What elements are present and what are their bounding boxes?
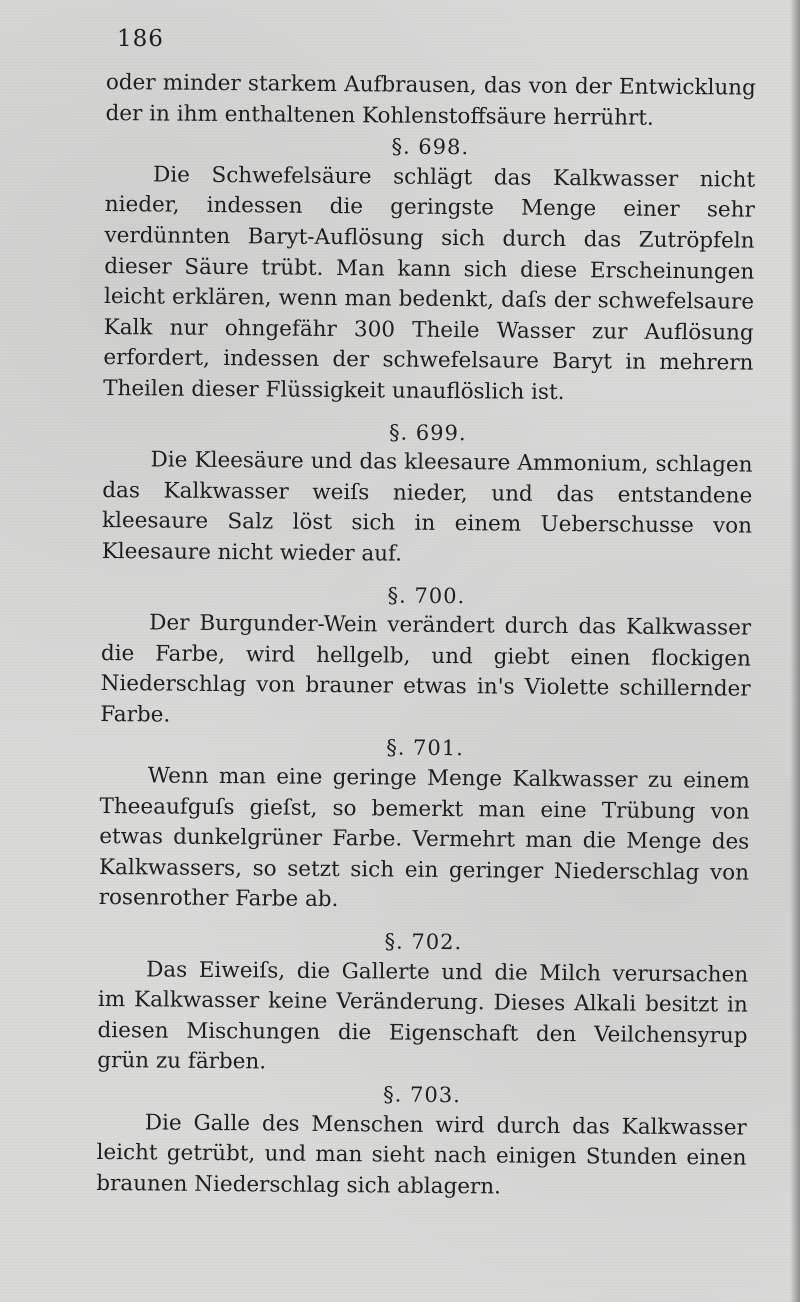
page-edge-shadow — [790, 0, 800, 1302]
section-paragraph-698: Die Schwefelsäure schlägt das Kalkwasser nicht nieder, indessen die geringste Menge einer sehr verdünnten Baryt-Auflösung sich durch das Zutröpfeln dieser Säure trübt. Man kann sich diese Erscheinungen leicht erklären, wenn man bedenkt, daſs der schwefelsaure Kalk nur ohngefähr 300 Theile Wasser zur Auflösung erfordert, indessen der schwefelsaure Baryt in mehrern Theilen dieser Flüssigkeit unauflöslich ist. — [103, 162, 756, 405]
section-heading-699: §. 699. — [388, 420, 467, 445]
section-paragraph-702: Das Eiweiſs, die Gallerte und die Milch verursachen im Kalkwasser keine Veränderung. Dieses Alkali besitzt in diesen Mischungen die Eigenschaft den Veilchensyrup grün zu färben. — [97, 957, 749, 1075]
text-body — [96, 68, 756, 1205]
section-heading-703: §. 703. — [383, 1082, 461, 1108]
section-heading-698: §. 698. — [391, 134, 470, 160]
intro-paragraph: oder minder starkem Aufbrausen, das von der Entwicklung der in ihm enthaltenen Kohlenstoffsäure herrührt. — [105, 69, 756, 131]
section-paragraph-701: Wenn man eine geringe Menge Kalkwasser zu einem Theeaufguſs gieſst, so bemerkt man eine Trübung von etwas dunkelgrüner Farbe. Vermehrt man die Menge des Kalkwassers, so setzt sich ein geringer Niederschlag von rosenrother Farbe ab. — [98, 763, 750, 913]
section-paragraph-703: Die Galle des Menschen wird durch das Kalkwasser leicht getrübt, und man sieht nach einigen Stunden einen braunen Niederschlag sich ablagern. — [96, 1109, 747, 1200]
section-paragraph-700: Der Burgunder-Wein verändert durch das Kalkwasser die Farbe, wird hellgelb, und giebt einen flockigen Niederschlag von brauner etwas in's Violette schillernder Farbe. — [100, 610, 752, 728]
section-paragraph-699: Die Kleesäure und das kleesaure Ammonium, schlagen das Kalkwasser weiſs nieder, und das entstandene kleesaure Salz löst sich in einem Ueberschusse von Kleesaure nicht wieder auf. — [101, 447, 753, 567]
page-number: 186 — [117, 26, 164, 52]
section-heading-701: §. 701. — [386, 735, 464, 761]
section-heading-702: §. 702. — [384, 929, 463, 955]
section-heading-700: §. 700. — [387, 582, 466, 608]
